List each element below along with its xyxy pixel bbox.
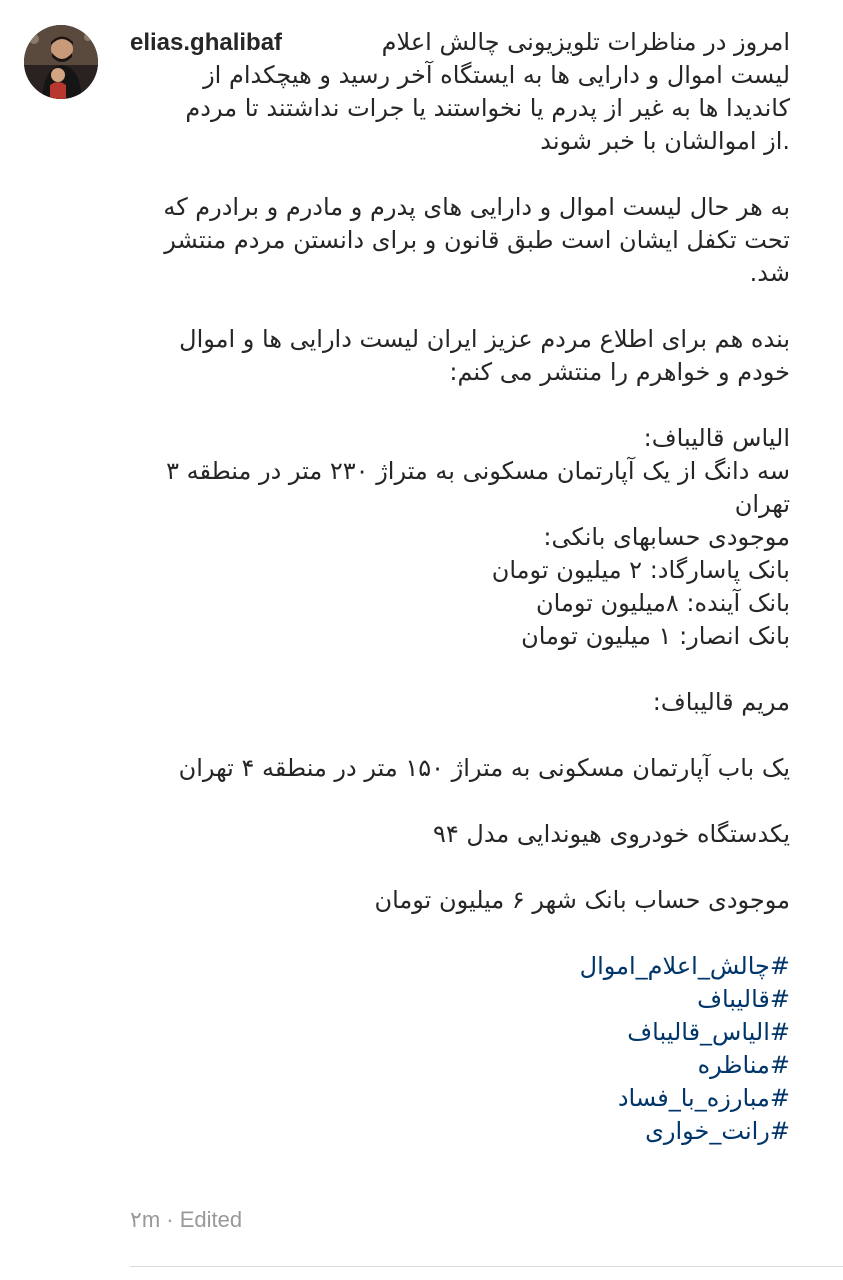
caption-line: سه دانگ از یک آپارتمان مسکونی به متراژ ۲۳۰ متر در منطقه ۳ (166, 457, 790, 485)
hashtag-link[interactable]: #الیاس_قالیباف (627, 1018, 790, 1046)
hashtag-link[interactable]: #مبارزه_با_فساد (617, 1084, 790, 1112)
caption-line: الیاس قالیباف: (643, 424, 790, 452)
caption-line: کاندیدا ها به غیر از پدرم یا نخواستند یا جرات نداشتند تا مردم (185, 94, 790, 122)
caption-line: تحت تکفل ایشان است طبق قانون و برای دانستن مردم منتشر (164, 226, 790, 254)
caption-line: بانک انصار: ۱ میلیون تومان (521, 622, 790, 650)
caption-line-text: امروز در مناظرات تلویزیونی چالش اعلام (381, 28, 790, 56)
caption-line: تهران (734, 490, 790, 518)
caption-line: بانک پاسارگاد: ۲ میلیون تومان (491, 556, 790, 584)
blank-line (130, 389, 790, 422)
caption-line: بانک آینده: ۸میلیون تومان (536, 589, 790, 617)
username-link[interactable]: elias.ghalibaf (130, 29, 283, 56)
caption-line: به هر حال لیست اموال و دارایی های پدرم و مادرم و برادرم که (163, 193, 790, 221)
caption-line: لیست اموال و دارایی ها به ایستگاه آخر رسید و هیچکدام از (203, 61, 790, 89)
divider (130, 1266, 843, 1267)
blank-line (130, 851, 790, 884)
blank-line (130, 719, 790, 752)
post-caption (130, 26, 790, 1148)
hashtag-link[interactable]: #قالیباف (697, 985, 790, 1013)
caption-line: شد. (749, 259, 790, 287)
caption-line: یکدستگاه خودروی هیوندایی مدل ۹۴ (432, 820, 790, 848)
avatar[interactable] (24, 25, 98, 99)
blank-line (130, 290, 790, 323)
caption-line (130, 26, 790, 59)
caption-line: موجودی حساب بانک شهر ۶ میلیون تومان (374, 886, 790, 914)
caption-line: .از اموالشان با خبر شوند (540, 127, 790, 155)
hashtag-link[interactable]: #چالش_اعلام_اموال (579, 952, 790, 980)
caption-line: بنده هم برای اطلاع مردم عزیز ایران لیست دارایی ها و اموال (179, 325, 790, 353)
blank-line (130, 653, 790, 686)
blank-line (130, 785, 790, 818)
caption-line: خودم و خواهرم را منتشر می کنم: (449, 358, 790, 386)
post-timestamp: ۲m · Edited (130, 1207, 243, 1232)
caption-line: موجودی حسابهای بانکی: (543, 523, 790, 551)
blank-line (130, 917, 790, 950)
caption-line: مریم قالیباف: (652, 688, 790, 716)
blank-line (130, 158, 790, 191)
avatar-photo (24, 25, 98, 99)
hashtag-link[interactable]: #رانت_خواری (645, 1117, 790, 1145)
hashtag-link[interactable]: #مناظره (697, 1051, 790, 1079)
caption-line: یک باب آپارتمان مسکونی به متراژ ۱۵۰ متر در منطقه ۴ تهران (178, 754, 790, 782)
